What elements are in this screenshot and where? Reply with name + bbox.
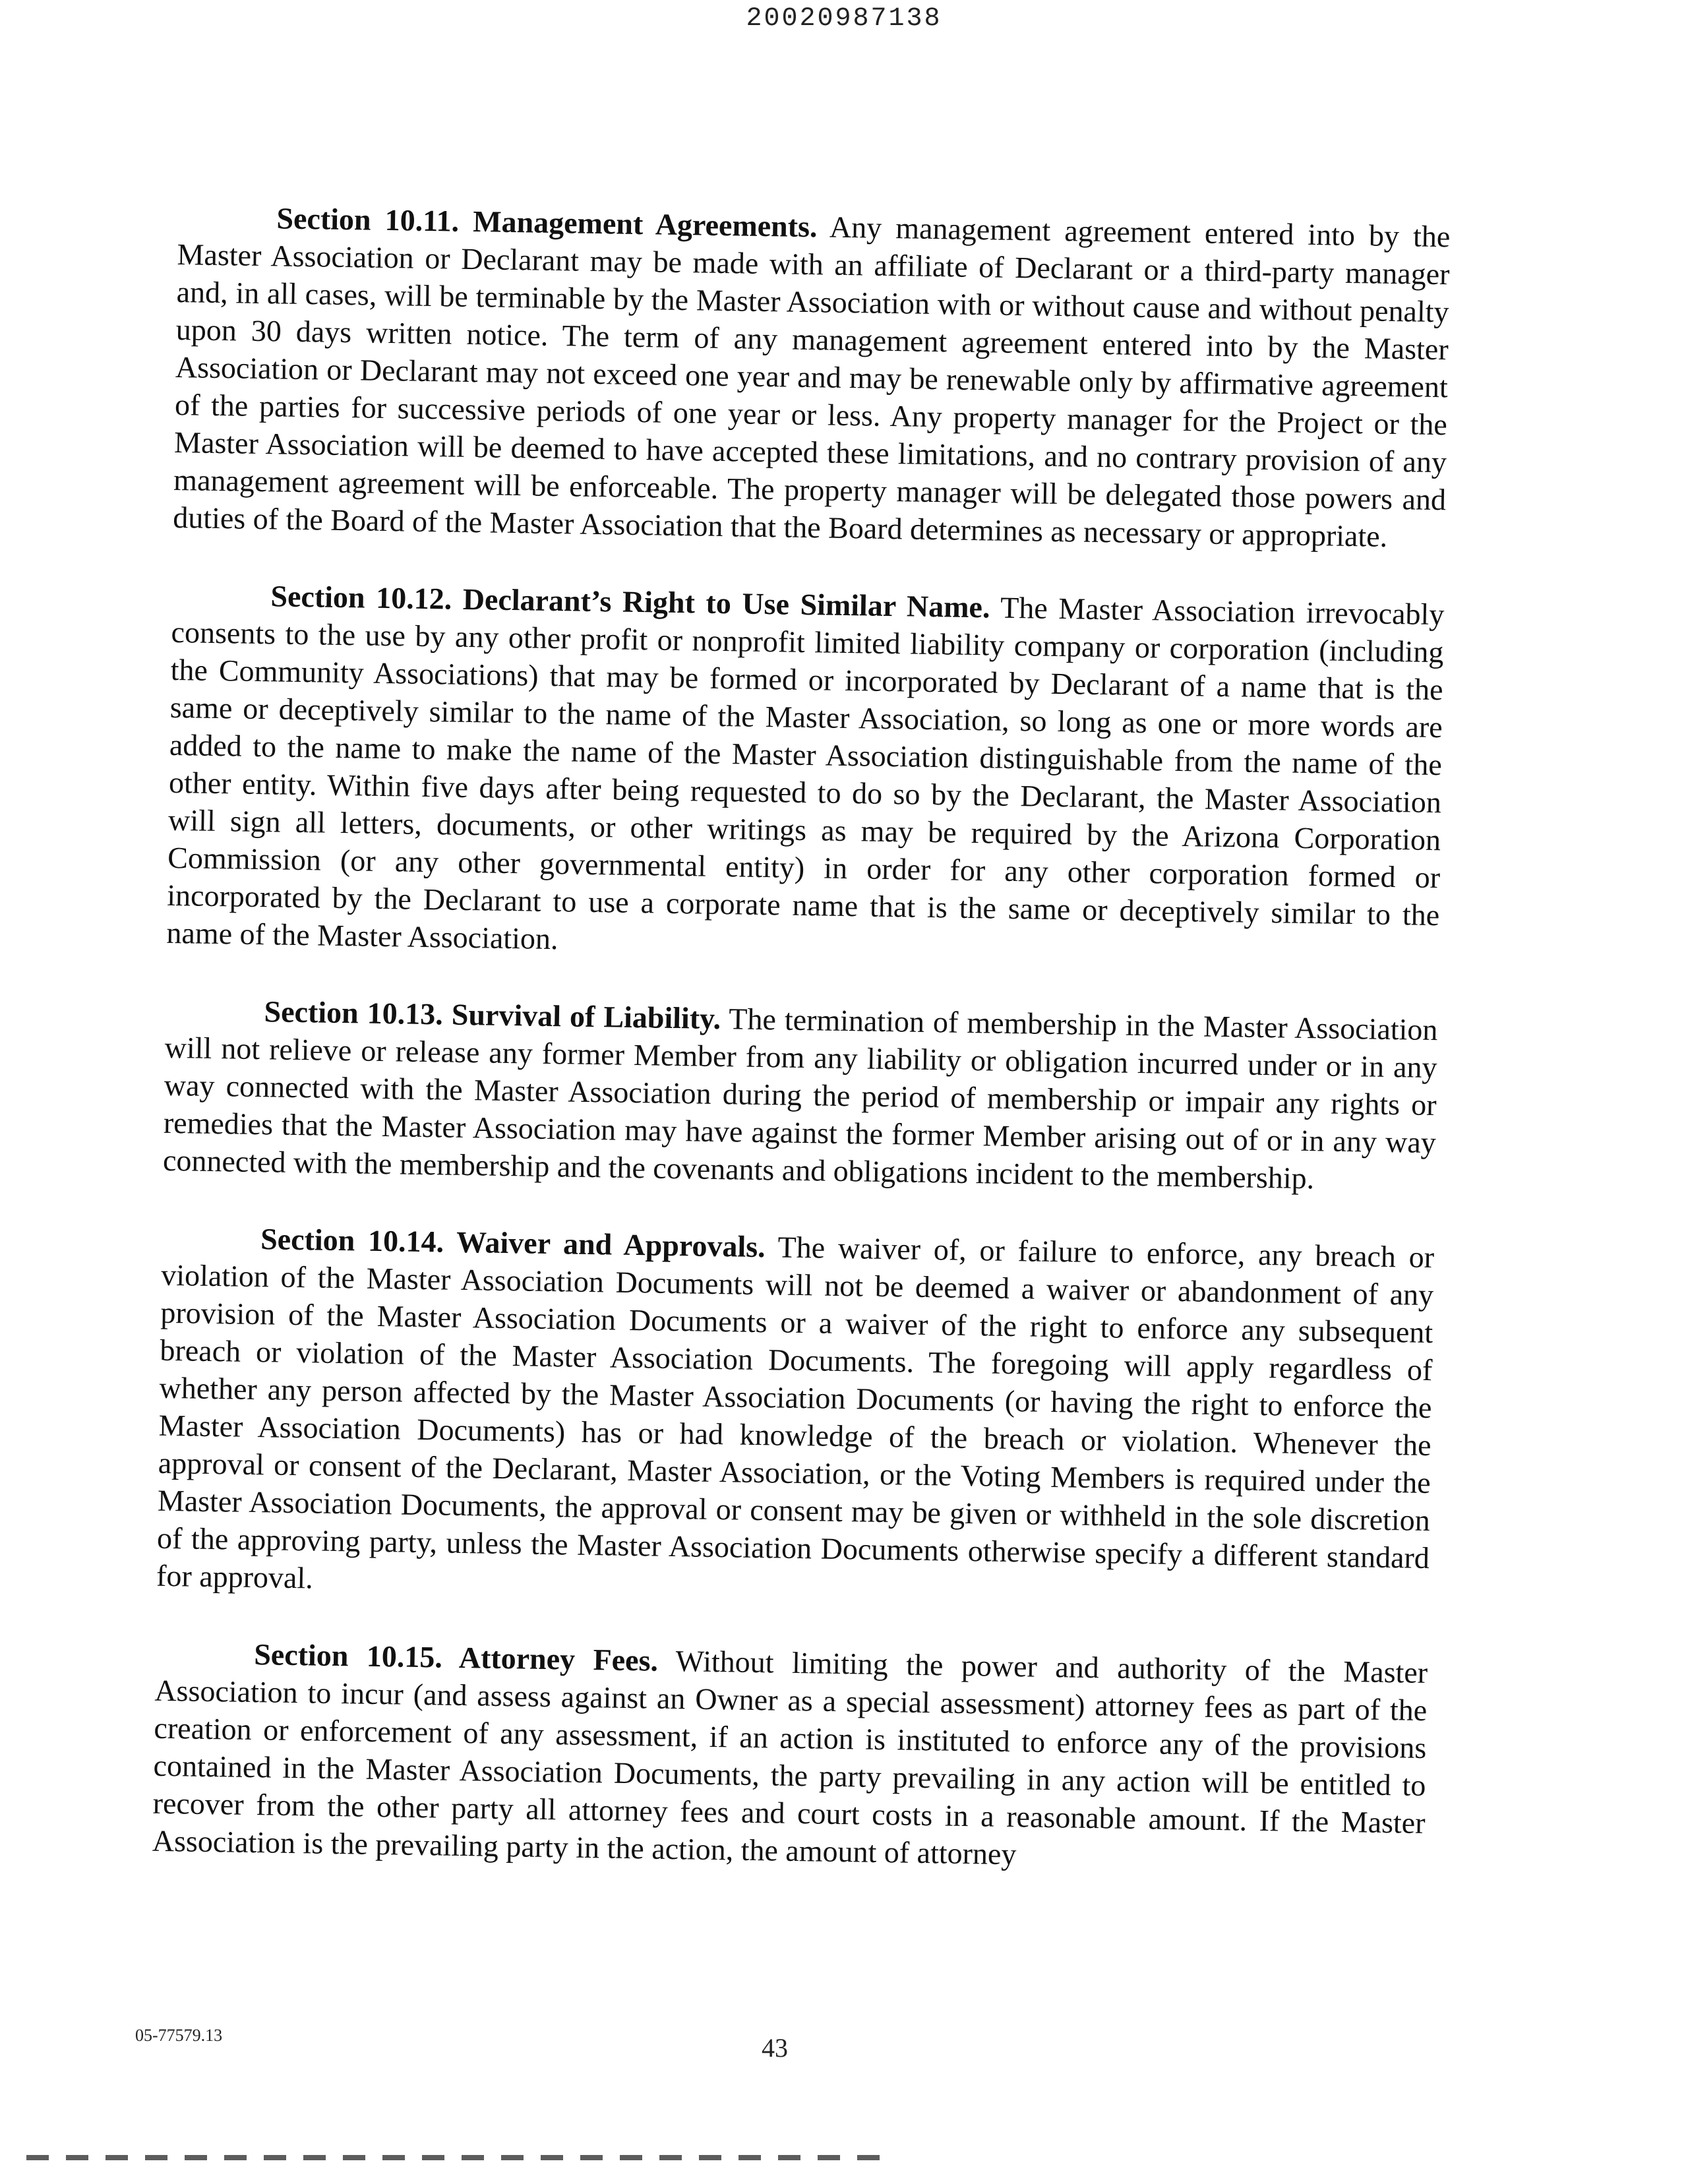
section-heading: [177, 200, 818, 243]
section-10-15: [152, 1634, 1428, 1879]
section-title: Management Agreements.: [472, 204, 818, 244]
document-number: 20020987138: [746, 4, 942, 34]
section-number: Section 10.12.: [270, 579, 452, 616]
scan-artifact-dashes: [26, 2155, 897, 2160]
section-title: Waiver and Approvals.: [456, 1225, 766, 1264]
section-heading: [165, 993, 721, 1035]
page-body: [151, 198, 1450, 1919]
section-heading: [162, 1221, 766, 1263]
section-title: Survival of Liability.: [451, 997, 721, 1036]
section-number: Section 10.13.: [264, 994, 444, 1031]
section-number: Section 10.11.: [276, 201, 460, 238]
page-number: 43: [762, 2033, 788, 2063]
section-10-13: [163, 991, 1438, 1199]
section-number: Section 10.14.: [260, 1222, 444, 1259]
section-10-12: [166, 576, 1445, 971]
section-text: Without limiting the power and authority of the Master Association to incur (and assess against an Owner as a special assessment) attorney fees as part of the creation or enforcement of any assessment, if an action is instituted to enforce any of the provisions contained in the Master Association Documents, the party prevailing in any action will be entitled to recover from the other party all attorney fees and court costs in a reasonable amount. If the Master Association is the prevailing party in the action, the amount of attorney: [152, 1644, 1428, 1871]
section-title: Attorney Fees.: [458, 1640, 659, 1678]
section-heading: [155, 1636, 658, 1678]
section-number: Section 10.15.: [253, 1637, 443, 1674]
section-10-11: [173, 198, 1451, 556]
section-text: The Master Association irrevocably consents to the use by any other profit or nonprofit limited liability company or corporation (including the Community Associations) that may be formed or incorporated by Declarant of a name that is the same or deceptively similar to the name of the Master Association, so long as one or more words are added to the name to make the name of the Master Association distinguishable from the name of the other entity. Within five days after being requested to do so by the Declarant, the Master Association will sign all letters, documents, or other writings as may be required by the Arizona Corporation Commission (or any other governmental entity) in order for any other corporation formed or incorporated by the Declarant to use a corporate name that is the same or deceptively similar to the name of the Master Association.: [166, 590, 1445, 956]
section-title: Declarant’s Right to Use Similar Name.: [462, 582, 990, 624]
footer-document-code: 05-77579.13: [135, 2026, 223, 2045]
section-text: The waiver of, or failure to enforce, any breach or violation of the Master Association Documents will not be deemed a waiver or abandonment of any provision of the Master Association Documents or a waiver of the right to enforce any subsequent breach or violation of the Master Association Documents. The foregoing will apply regardless of whether any person affected by the Master Association Documents (or having the right to enforce the Master Association Documents) has or had knowledge of the breach or violation. Whenever the approval or consent of the Declarant, Master Association, or the Voting Members is required under the Master Association Documents, the approval or consent may be given or withheld in the sole discretion of the approving party, unless the Master Association Documents otherwise specify a different standard for approval.: [156, 1230, 1435, 1595]
section-10-14: [156, 1219, 1435, 1614]
section-text: The termination of membership in the Master Association will not relieve or release any former Member from any liability or obligation incurred under or in any way connected with the Master Association during the period of membership or impair any rights or remedies that the Master Association may have against the former Member arising out of or in any way connected with the membership and the covenants and obligations incident to the membership.: [162, 1002, 1438, 1196]
section-text: Any management agreement entered into by the Master Association or Declarant may be made with an affiliate of Declarant or a third-party manager and, in all cases, will be terminable by the Master Association with or without cause and without penalty upon 30 days written notice. The term of any management agreement entered into by the Master Association or Declarant may not exceed one year and may be renewable only by affirmative agreement of the parties for successive periods of one year or less. Any property manager for the Project or the Master Association will be deemed to have accepted these limitations, and no contrary provision of any management agreement will be enforceable. The property manager will be delegated those powers and duties of the Board of the Master Association that the Board determines as necessary or appropriate.: [172, 210, 1451, 553]
